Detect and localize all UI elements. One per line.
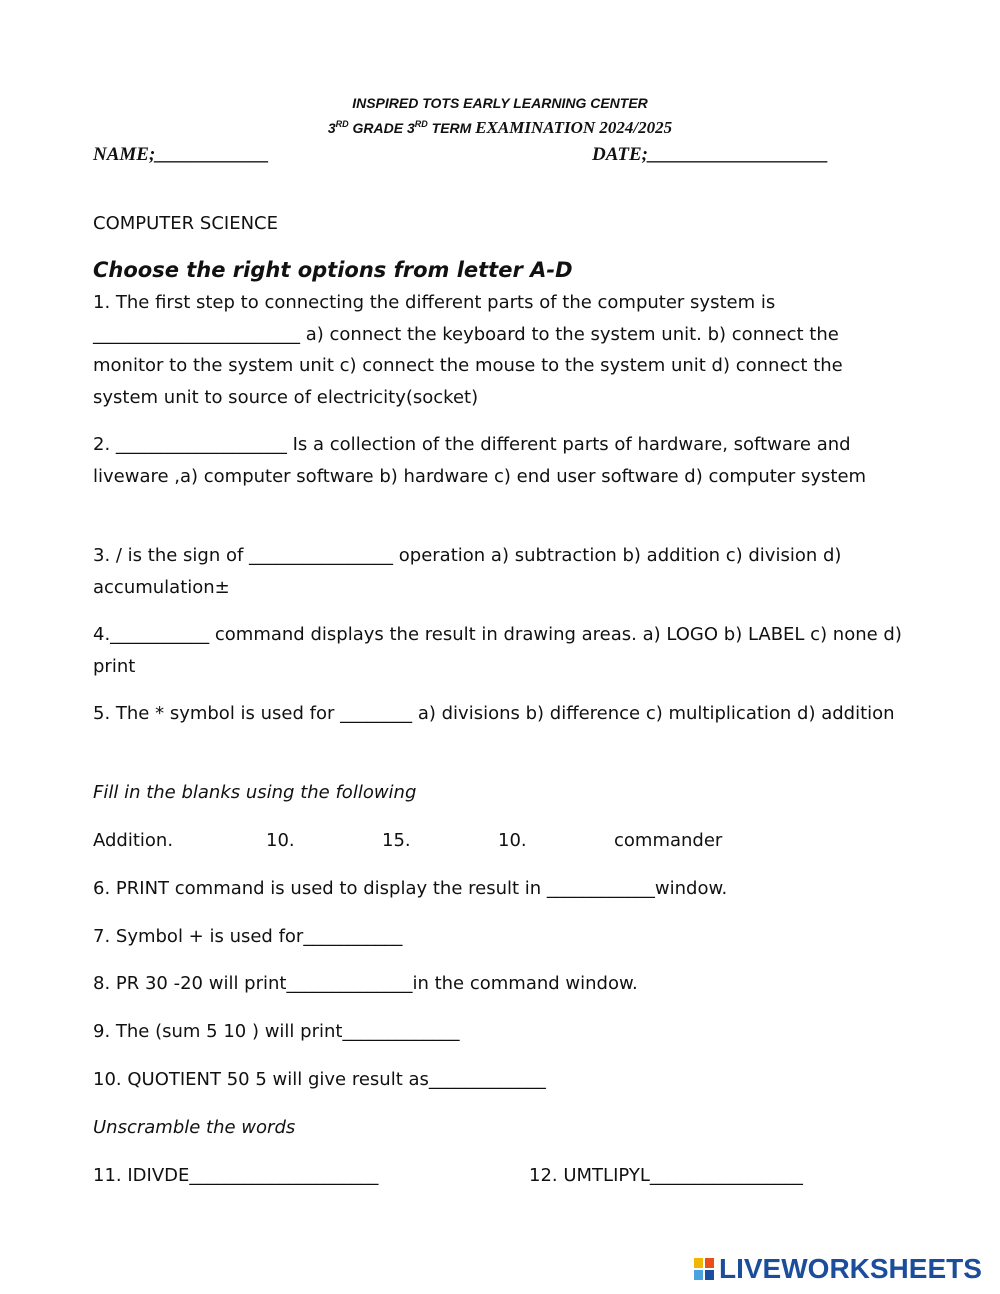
logo-tile: [704, 1257, 715, 1269]
word-bank-item: commander: [614, 830, 723, 851]
word-bank-item: Addition.: [93, 830, 174, 851]
section-multiple-choice-title: Choose the right options from letter A-D: [93, 258, 573, 282]
word-bank-item: 10.: [498, 830, 527, 851]
term-word: TERM: [427, 120, 476, 136]
school-name: INSPIRED TOTS EARLY LEARNING CENTER: [352, 95, 648, 111]
question-6: 6. PRINT command is used to display the result in ____________window.: [93, 878, 728, 899]
question-12: 12. UMTLIPYL_________________: [529, 1165, 803, 1186]
logo-tile: [704, 1269, 715, 1281]
name-field[interactable]: NAME;____________: [93, 144, 270, 165]
exam-title: [0, 118, 1000, 138]
question-8: 8. PR 30 -20 will print______________in the command window.: [93, 973, 638, 994]
subject-title: COMPUTER SCIENCE: [93, 213, 278, 234]
question-2: 2. ___________________ Is a collection of the different parts of hardware, software and liveware ,a) computer software b) hardware c) end user software d) computer system: [93, 434, 867, 487]
question-3: 3. / is the sign of ________________ operation a) subtraction b) addition c) division d) accumulation±: [93, 545, 842, 598]
term-superscript: RD: [414, 119, 428, 129]
grade-superscript: RD: [335, 119, 349, 129]
question-11: 11. IDIVDE_____________________: [93, 1165, 379, 1186]
question-4: 4.___________ command displays the result in drawing areas. a) LOGO b) LABEL c) none d) print: [93, 624, 902, 677]
question-10: 10. QUOTIENT 50 5 will give result as_____________: [93, 1069, 546, 1090]
logo-tile: [693, 1257, 704, 1269]
section-fill-blanks-title: Fill in the blanks using the following: [93, 782, 417, 803]
date-field[interactable]: DATE;___________________: [592, 144, 829, 165]
section-unscramble-title: Unscramble the words: [93, 1117, 296, 1138]
question-5: 5. The * symbol is used for ________ a) divisions b) difference c) multiplication d) addition: [93, 703, 895, 724]
exam-year: EXAMINATION 2024/2025: [475, 118, 673, 137]
liveworksheets-wordmark: LIVEWORKSHEETS: [719, 1253, 982, 1284]
question-1: 1. The first step to connecting the different parts of the computer system is _______________________ a) connect the keyboard to the system unit. b) connect the monitor to the system unit c) connect the mouse to the system unit d) connect the system unit to source of electricity(socket): [93, 292, 843, 408]
word-bank-item: 10.: [266, 830, 295, 851]
grade-number: 3: [327, 120, 336, 136]
question-7: 7. Symbol + is used for___________: [93, 926, 403, 947]
word-bank-item: 15.: [382, 830, 411, 851]
liveworksheets-logo[interactable]: [693, 1254, 982, 1284]
logo-tile: [693, 1269, 704, 1281]
question-9: 9. The (sum 5 10 ) will print_____________: [93, 1021, 460, 1042]
grade-word: GRADE 3: [348, 120, 415, 136]
liveworksheets-icon: [693, 1257, 715, 1281]
